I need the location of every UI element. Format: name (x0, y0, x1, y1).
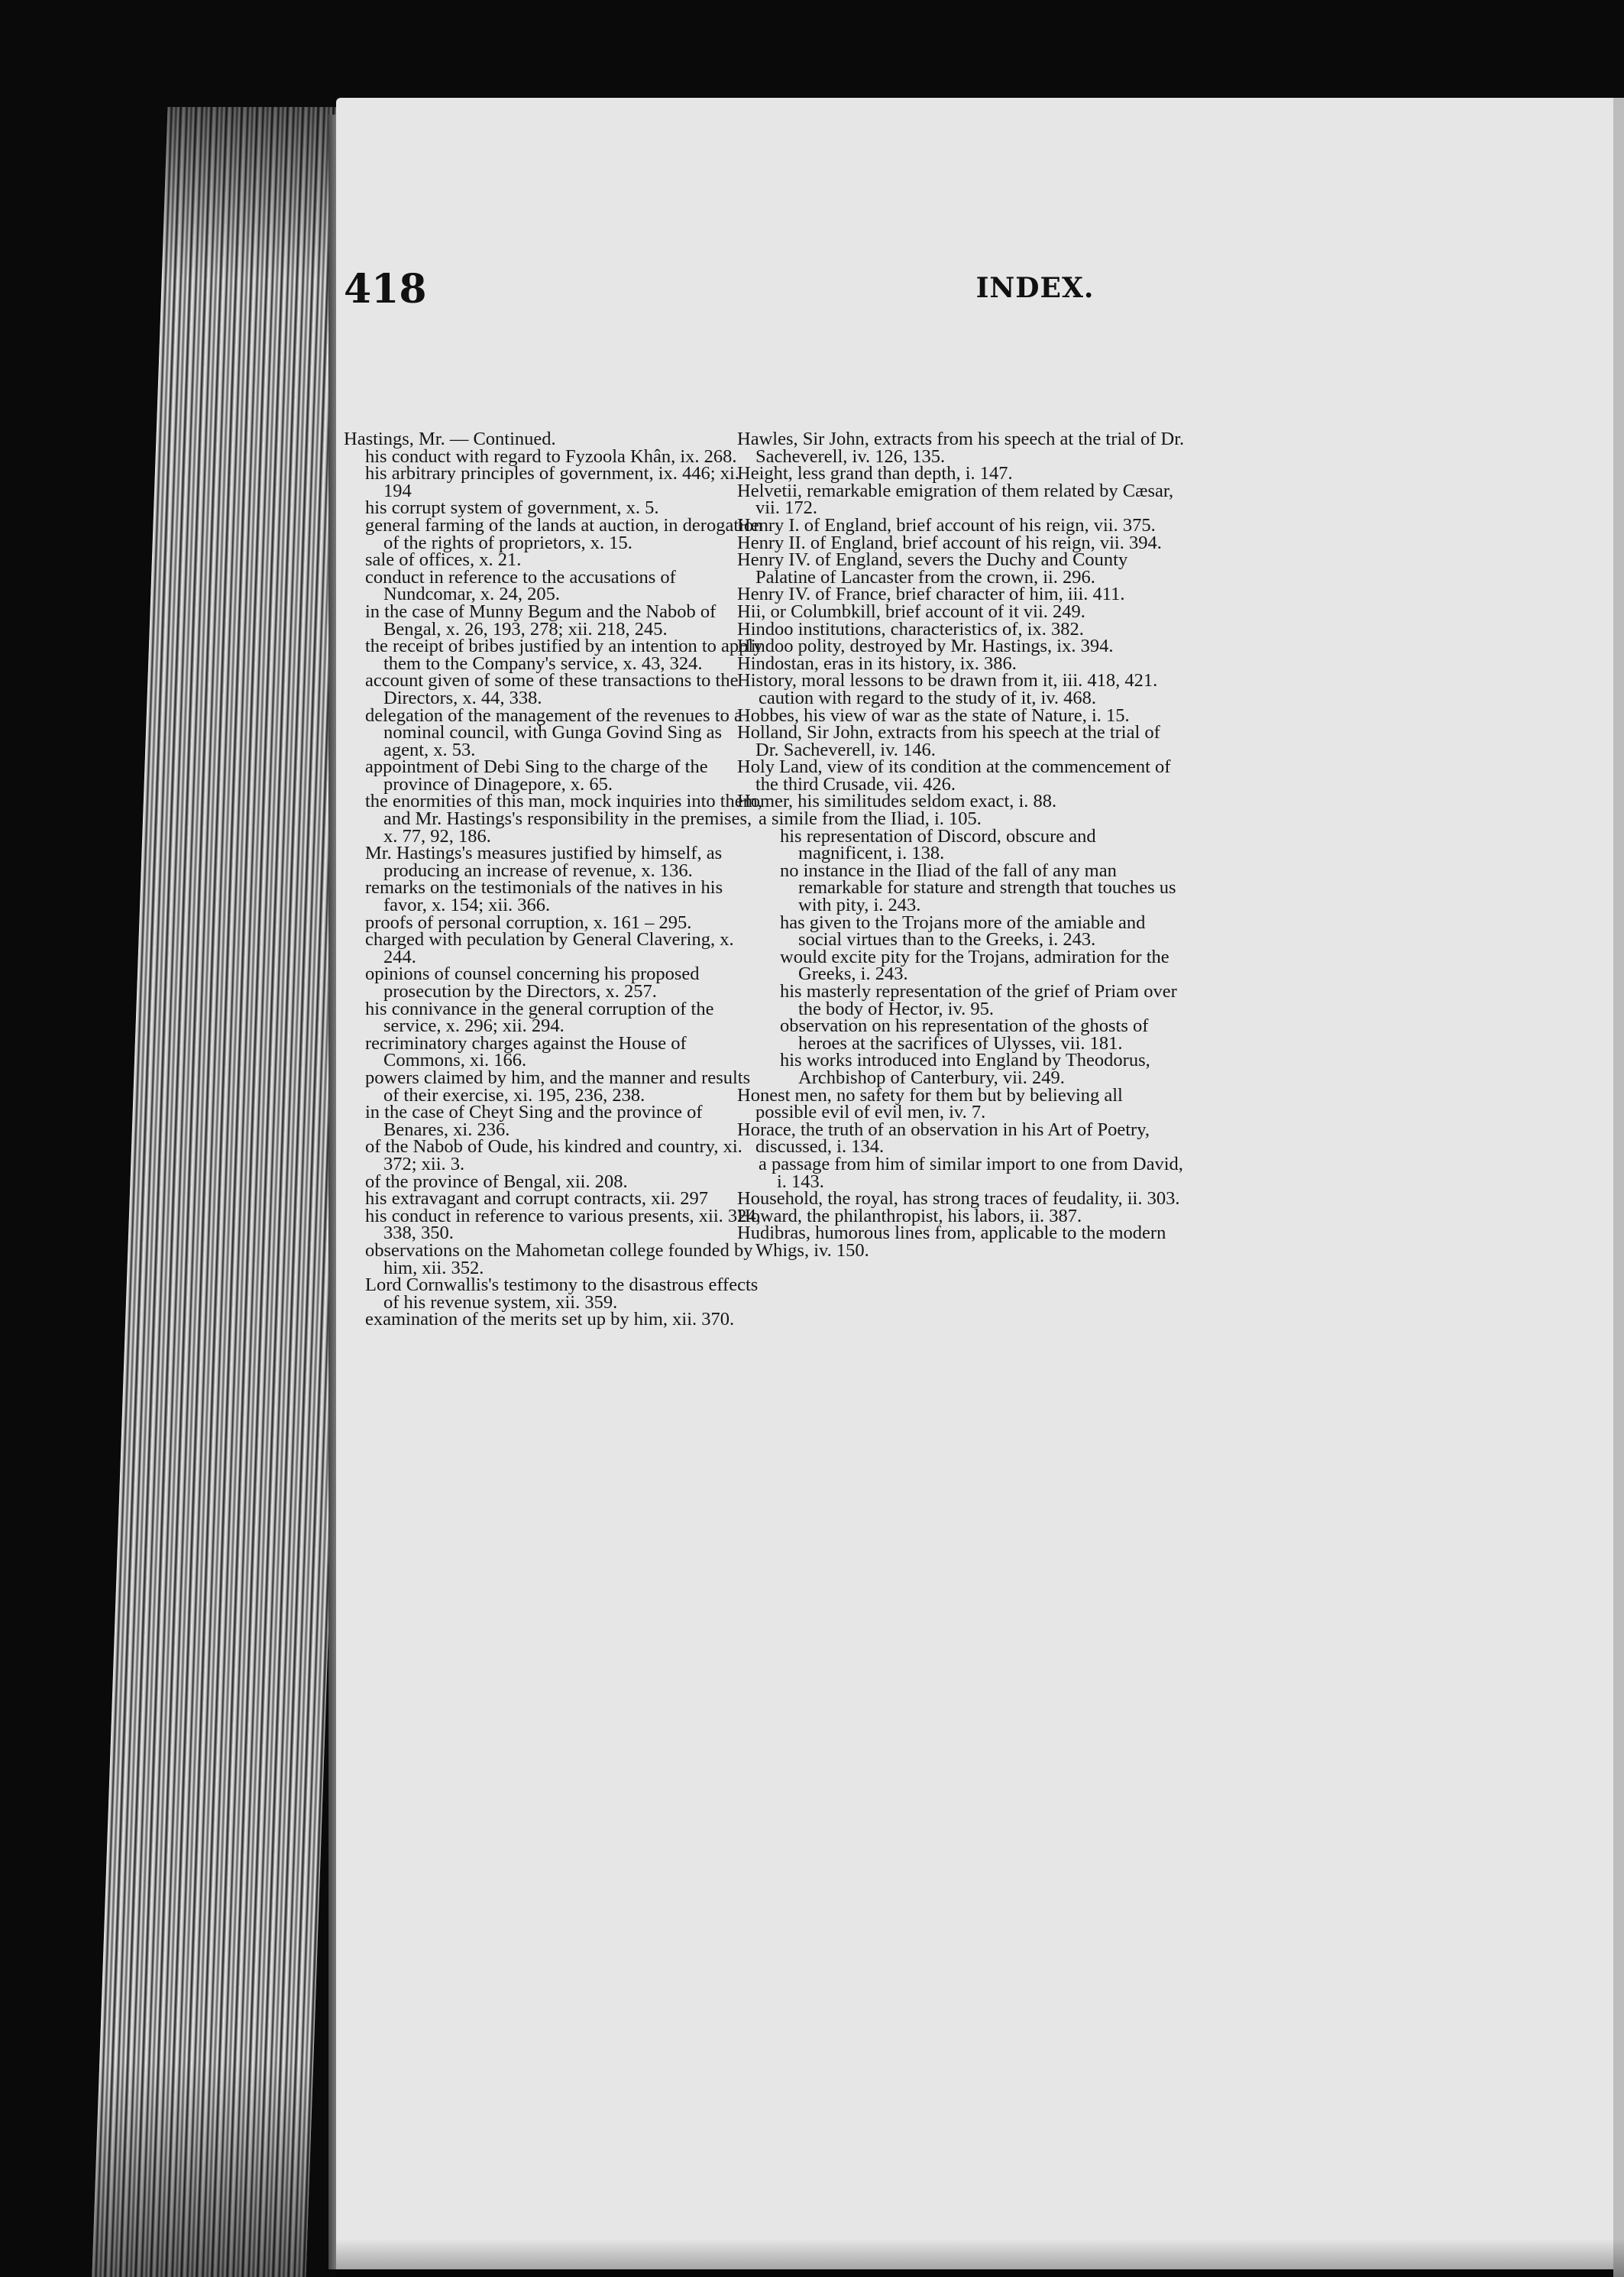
index-entry: the receipt of bribes justified by an intention to apply them to the Company's service, x. 43, 324. (365, 636, 763, 674)
index-entry: would excite pity for the Trojans, admiration for the Greeks, i. 243. (780, 946, 1169, 985)
index-entry: his conduct in reference to various presents, xii. 324, 338, 350. (365, 1205, 761, 1244)
index-entry: Henry I. of England, brief account of his reign, vii. 375. (737, 514, 1156, 536)
index-entry: conduct in reference to the accusations of Nundcomar, x. 24, 205. (365, 566, 676, 605)
index-entry: Holy Land, view of its condition at the commencement of the third Crusade, vii. 426. (737, 756, 1171, 795)
index-entry: general farming of the lands at auction, in derogation of the rights of proprietors, x. 15. (365, 514, 763, 553)
index-entry: his connivance in the general corruption of the service, x. 296; xii. 294. (365, 998, 714, 1037)
index-entry: Hindoo polity, destroyed by Mr. Hastings, ix. 394. (737, 636, 1114, 657)
index-entry: appointment of Debi Sing to the charge of the province of Dinagepore, x. 65. (365, 756, 708, 795)
index-entry: Hindostan, eras in its history, ix. 386. (737, 653, 1017, 674)
index-entry: his corrupt system of government, x. 5. (365, 497, 659, 519)
index-entry: Hudibras, humorous lines from, applicable to the modern Whigs, iv. 150. (737, 1223, 1166, 1261)
index-entry: in the case of Munny Begum and the Nabob of Bengal, x. 26, 193, 278; xii. 218, 245. (365, 601, 717, 640)
bottom-shadow (336, 2239, 1624, 2277)
index-column-right (737, 431, 1188, 1260)
index-entry: Hobbes, his view of war as the state of Nature, i. 15. (737, 704, 1130, 726)
index-entry: his works introduced into England by Theodorus, Archbishop of Canterbury, vii. 249. (780, 1050, 1150, 1088)
index-entry: has given to the Trojans more of the amiable and social virtues than to the Greeks, i. 243. (780, 912, 1146, 951)
index-entry: Horace, the truth of an observation in his Art of Poetry, discussed, i. 134. (737, 1119, 1150, 1158)
index-entry: remarks on the testimonials of the natives in his favor, x. 154; xii. 366. (365, 877, 723, 916)
index-entry: Honest men, no safety for them but by believing all possible evil of evil men, iv. 7. (737, 1084, 1123, 1123)
index-entry: his conduct with regard to Fyzoola Khân, ix. 268. (365, 445, 737, 467)
index-entry: charged with peculation by General Clavering, x. 244. (365, 929, 734, 967)
index-entry: proofs of personal corruption, x. 161 – 295. (365, 912, 692, 933)
index-entry: his extravagant and corrupt contracts, xii. 297 (365, 1188, 709, 1210)
index-entry: sale of offices, x. 21. (365, 549, 522, 571)
index-column-left (344, 431, 768, 1329)
index-entry: powers claimed by him, and the manner and results of their exercise, xi. 195, 236, 238. (365, 1067, 751, 1106)
index-entry: Helvetii, remarkable emigration of them related by Cæsar, vii. 172. (737, 480, 1174, 519)
index-entry: his arbitrary principles of government, ix. 446; xi. 194 (365, 463, 739, 501)
index-entry: Howard, the philanthropist, his labors, ii. 387. (737, 1205, 1082, 1226)
index-entry: Henry II. of England, brief account of his reign, vii. 394. (737, 532, 1162, 553)
index-entry: Household, the royal, has strong traces of feudality, ii. 303. (737, 1188, 1180, 1210)
index-entry: examination of the merits set up by him, xii. 370. (365, 1309, 735, 1330)
index-entry: recriminatory charges against the House of Commons, xi. 166. (365, 1032, 687, 1071)
index-entry: of the province of Bengal, xii. 208. (365, 1171, 628, 1192)
page-right-edge (1613, 98, 1624, 2277)
index-entry: his representation of Discord, obscure and magnificent, i. 138. (780, 825, 1096, 864)
index-entry: Homer, his similitudes seldom exact, i. 88. (737, 791, 1057, 812)
index-entry: Hindoo institutions, characteristics of, ix. 382. (737, 618, 1084, 640)
index-entry: no instance in the Iliad of the fall of any man remarkable for stature and strength that touches us with pity, i. 243. (780, 860, 1176, 916)
index-entry: in the case of Cheyt Sing and the province of Benares, xi. 236. (365, 1102, 703, 1140)
index-entry: Holland, Sir John, extracts from his speech at the trial of Dr. Sacheverell, iv. 146. (737, 722, 1160, 760)
index-entry: Lord Cornwallis's testimony to the disastrous effects of his revenue system, xii. 359. (365, 1275, 759, 1313)
page-title: INDEX. (975, 272, 1095, 304)
index-entry: opinions of counsel concerning his proposed prosecution by the Directors, x. 257. (365, 964, 700, 1002)
index-entry: Hawles, Sir John, extracts from his speech at the trial of Dr. Sacheverell, iv. 126, 135. (737, 429, 1185, 467)
index-entry: a passage from him of similar import to one from David, i. 143. (759, 1153, 1183, 1192)
index-entry: of the Nabob of Oude, his kindred and country, xi. 372; xii. 3. (365, 1136, 742, 1174)
index-entry: a simile from the Iliad, i. 105. (759, 808, 982, 830)
index-entry: History, moral lessons to be drawn from it, iii. 418, 421. (737, 670, 1158, 692)
index-entry: his masterly representation of the grief of Priam over the body of Hector, iv. 95. (780, 981, 1177, 1019)
page-number: 418 (344, 266, 427, 313)
index-entry: Henry IV. of England, severs the Duchy and County Palatine of Lancaster from the crown, ii. 296. (737, 549, 1128, 588)
index-entry: observations on the Mahometan college founded by him, xii. 352. (365, 1239, 753, 1278)
index-entry: delegation of the management of the revenues to a nominal council, with Gunga Govind Sing as agent, x. 53. (365, 704, 742, 760)
running-head (344, 266, 1490, 327)
index-entry: Hastings, Mr. — Continued. (344, 429, 556, 449)
index-entry: account given of some of these transactions to the Directors, x. 44, 338. (365, 670, 739, 708)
index-entry: Henry IV. of France, brief character of him, iii. 411. (737, 584, 1125, 605)
index-entry: observation on his representation of the ghosts of heroes at the sacrifices of Ulysses, vii. 181. (780, 1015, 1149, 1054)
index-entry: Mr. Hastings's measures justified by himself, as producing an increase of revenue, x. 136. (365, 843, 723, 881)
index-entry: Hii, or Columbkill, brief account of it vii. 249. (737, 601, 1085, 622)
index-entry: the enormities of this man, mock inquiries into them, and Mr. Hastings's responsibility in the premises, x. 77, 92, 186. (365, 791, 762, 847)
index-entry: Height, less grand than depth, i. 147. (737, 463, 1013, 484)
index-entry: caution with regard to the study of it, iv. 468. (759, 687, 1097, 708)
